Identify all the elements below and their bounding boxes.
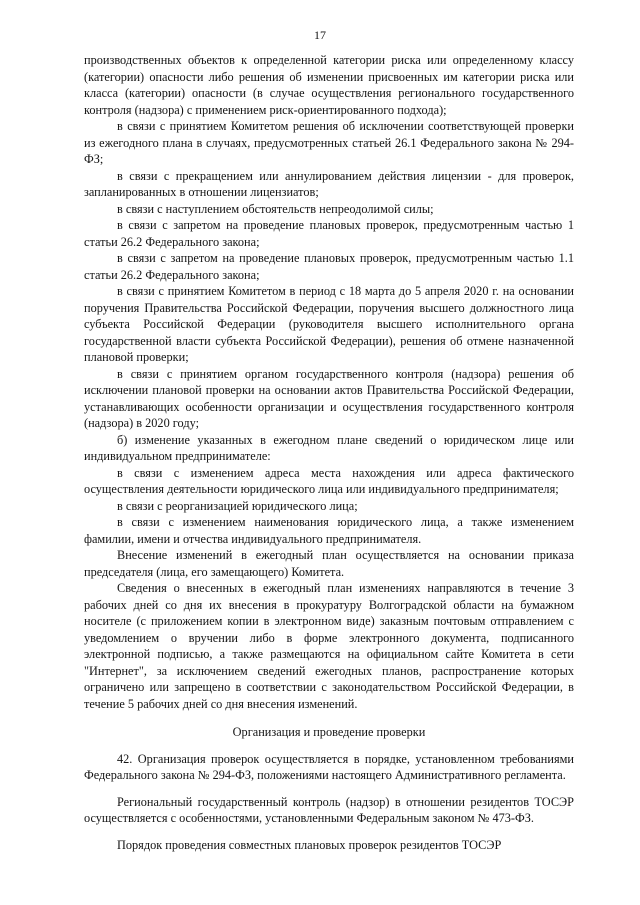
paragraph: в связи с запретом на проведение плановых проверок, предусмотренным частью 1 статьи 26.2 Федерального закона; [84, 218, 574, 249]
paragraph: Сведения о внесенных в ежегодный план изменениях направляются в течение 3 рабочих дней со дня их внесения в прокуратуру Волгоградской области на бумажном носителе (с приложением копии в электронном виде) заказным почтовым отправлением с уведомлением о вручении либо в форме электронного документа, подписанного электронной подписью, а также размещаются на официальном сайте Комитета в сети "Интернет", за исключением сведений ежегодных планов, распространение которых ограничено или запрещено в соответствии с законодательством Российской Федерации, в течение 5 рабочих дней со дня внесения изменений. [84, 581, 574, 711]
paragraph: б) изменение указанных в ежегодном плане сведений о юридическом лице или индивидуальном предпринимателе: [84, 432, 574, 463]
paragraph: производственных объектов к определенной категории риска или определенному классу (категории) опасности либо решения об изменении присвоенных им категории риска или класса (категории) опасности (в случае осуществления регионального государственного контроля (надзора) с применением риск-ориентированного подхода); [84, 53, 574, 117]
paragraph: в связи с изменением наименования юридического лица, а также изменением фамилии, имени и отчества индивидуального предпринимателя. [84, 515, 574, 546]
paragraph: в связи с принятием органом государственного контроля (надзора) решения об исключении плановой проверки на основании актов Правительства Российской Федерации, устанавливающих особенности организации и осуществления государственного контроля (надзора) в 2020 году; [84, 366, 574, 430]
section-heading: Организация и проведение проверки [232, 725, 426, 739]
paragraph: Порядок проведения совместных плановых проверок резидентов ТОСЭР [117, 837, 502, 852]
document-body [84, 52, 574, 853]
paragraph: в связи с прекращением или аннулированием действия лицензии - для проверок, запланированных в отношении лицензиатов; [84, 168, 574, 199]
paragraph: в связи с принятием Комитетом решения об исключении соответствующей проверки из ежегодного плана в случаях, предусмотренных статьей 26.1 Федерального закона № 294-ФЗ; [84, 119, 574, 166]
paragraph: Внесение изменений в ежегодный план осуществляется на основании приказа председателя (лица, его замещающего) Комитета. [84, 548, 574, 579]
paragraph: в связи с изменением адреса места нахождения или адреса фактического осуществления деятельности юридического лица или индивидуального предпринимателя; [84, 465, 574, 496]
paragraph: в связи с запретом на проведение плановых проверок, предусмотренным частью 1.1 статьи 26.2 Федерального закона; [84, 251, 574, 282]
paragraph: в связи с наступлением обстоятельств непреодолимой силы; [117, 201, 434, 216]
page-number: 17 [314, 28, 326, 42]
paragraph: Региональный государственный контроль (надзор) в отношении резидентов ТОСЭР осуществляется с особенностями, установленными Федеральным законом № 473-ФЗ. [84, 794, 574, 825]
paragraph: в связи с реорганизацией юридического лица; [117, 498, 358, 513]
paragraph: 42. Организация проверок осуществляется в порядке, установленном требованиями Федерального закона № 294-ФЗ, положениями настоящего Административного регламента. [84, 751, 574, 782]
paragraph: в связи с принятием Комитетом в период с 18 марта до 5 апреля 2020 г. на основании поручения Правительства Российской Федерации, поручения высшего должностного лица субъекта Российской Федерации (руководителя высшего исполнительного органа государственной власти субъекта Российской Федерации), решения об отмене назначенной плановой проверки; [84, 284, 574, 364]
